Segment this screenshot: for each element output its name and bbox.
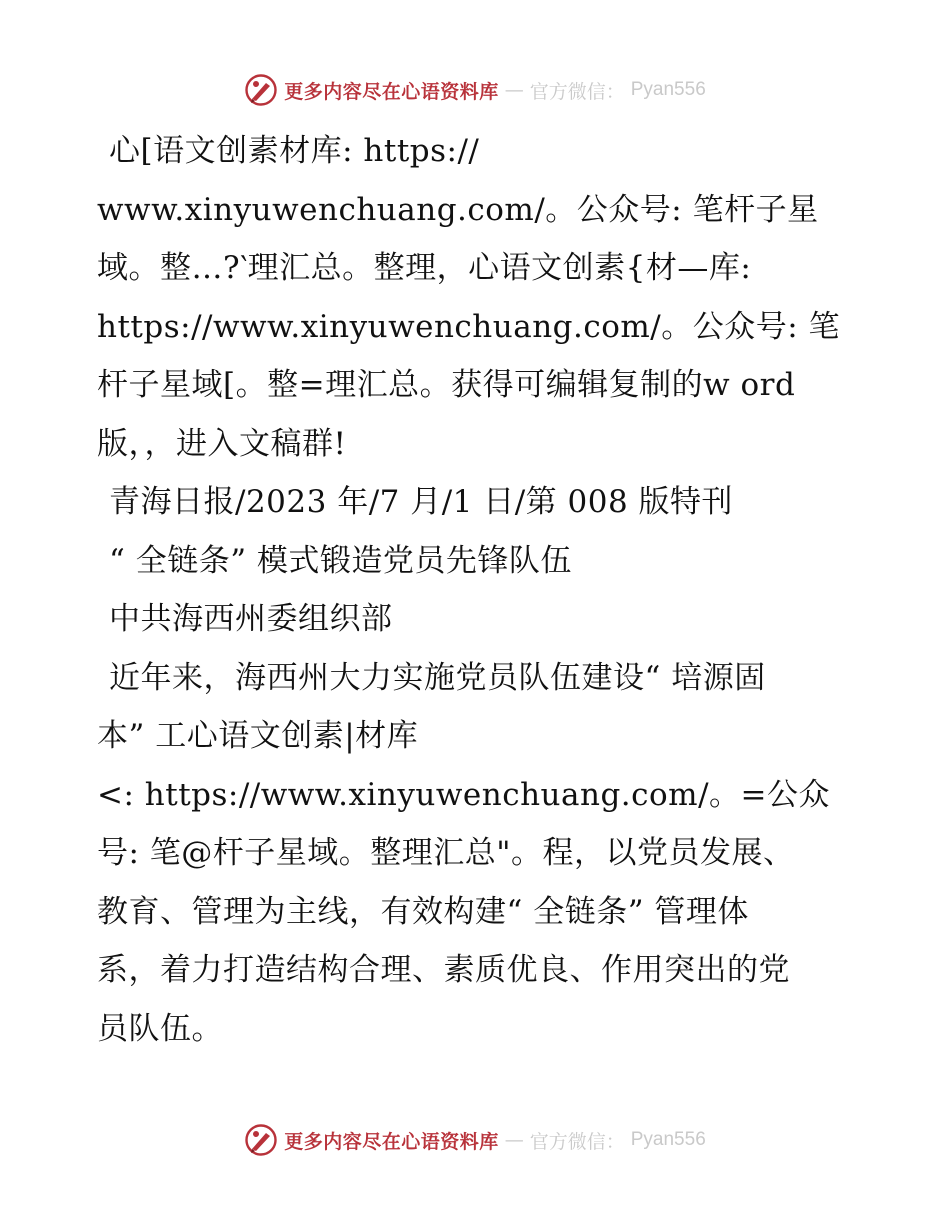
intro-line: 版，，进入文稿群! (97, 425, 347, 462)
banner-title: 更多内容尽在心语资料库 (284, 1130, 499, 1153)
intro-line: 心[语文创素材库: https:// (109, 133, 480, 169)
body-line: 员队伍。 (97, 1010, 223, 1047)
pen-logo-icon (244, 1123, 278, 1157)
banner-wechat-label: 官方微信： (529, 1130, 625, 1153)
banner-wechat-label: 官方微信： (529, 80, 625, 103)
intro-line: 杆子星域[。整=理汇总。获得可编辑复制的w ord (97, 367, 796, 403)
article-source: 青海日报/2023 年/7 月/1 日/第 008 版特刊 (109, 484, 734, 520)
intro-line: https://www.xinyuwenchuang.com/。公众号: 笔 (97, 308, 841, 345)
banner-title: 更多内容尽在心语资料库 (284, 80, 499, 103)
banner-separator: — (504, 79, 524, 101)
document-body (97, 122, 857, 1058)
intro-line: 域。整…?‵理汇总。整理，心语文创素{材—库: (97, 250, 752, 286)
header-banner (0, 68, 950, 112)
body-line: 教育、管理为主线，有效构建“ 全链条” 管理体 (97, 893, 749, 930)
body-line: <: https://www.xinyuwenchuang.com/。=公众 (97, 776, 830, 813)
pen-logo-icon (244, 73, 278, 107)
banner-wechat-id: Pyan556 (630, 1129, 706, 1150)
body-line: 近年来，海西州大力实施党员队伍建设“ 培源固 (109, 659, 766, 696)
banner-separator: — (504, 1129, 524, 1151)
intro-line: www.xinyuwenchuang.com/。公众号: 笔杆子星 (97, 191, 819, 228)
body-line: 号: 笔@杆子星域。整理汇总"。程，以党员发展、 (97, 835, 795, 871)
article-title: “ 全链条” 模式锻造党员先锋队伍 (109, 542, 572, 579)
body-line: 系，着力打造结构合理、素质优良、作用突出的党 (97, 952, 790, 988)
banner-wechat-id: Pyan556 (630, 79, 706, 100)
footer-banner (0, 1118, 950, 1162)
article-author: 中共海西州委组织部 (109, 601, 393, 637)
body-line: 本” 工心语文创素|材库 (97, 718, 419, 754)
